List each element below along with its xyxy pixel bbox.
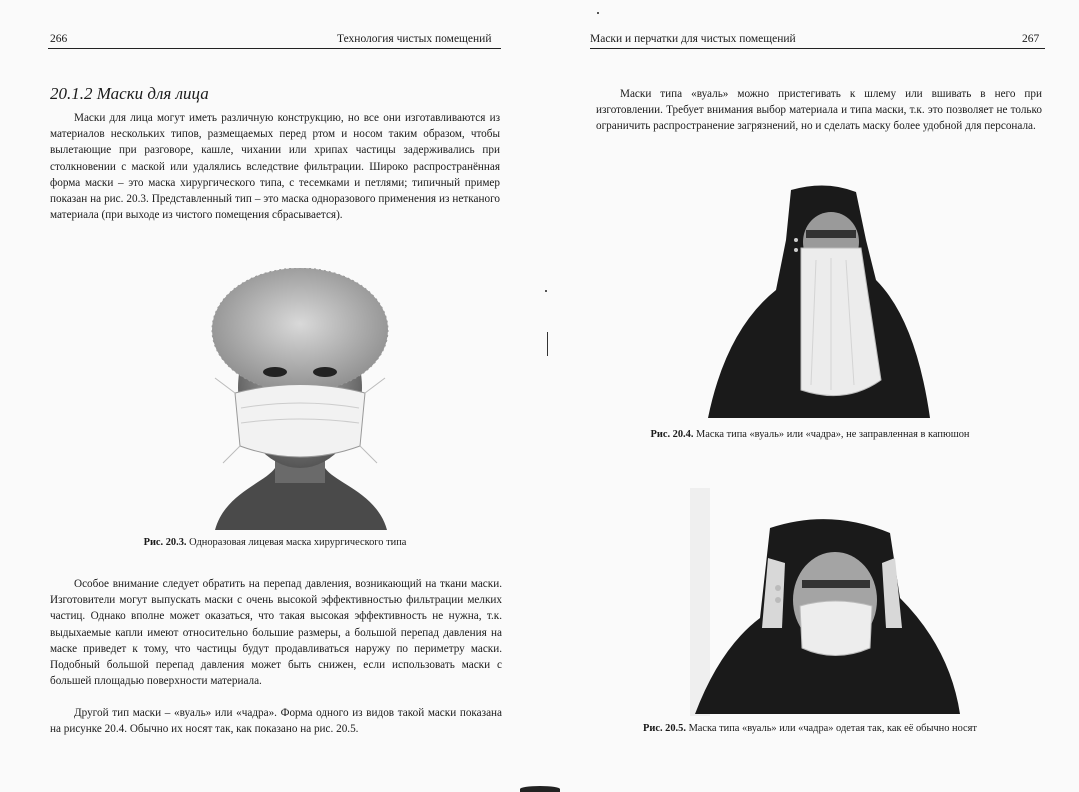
right-page: [540, 0, 1079, 792]
header-rule: [48, 48, 501, 49]
scan-mark: [520, 786, 560, 792]
figure-caption-label: Рис. 20.5.: [643, 723, 686, 734]
figure-caption-label: Рис. 20.3.: [143, 537, 187, 548]
figure-caption-label: Рис. 20.4.: [650, 429, 694, 440]
running-title: Технология чистых помещений: [337, 33, 492, 45]
figure-caption: [560, 429, 1060, 440]
page-number: 266: [50, 33, 68, 45]
section-heading: 20.1.2 Маски для лица: [50, 84, 209, 103]
figure-caption-text: Маска типа «вуаль» или «чадра» одетая так, как её обычно носят: [688, 723, 977, 734]
running-title: Маски и перчатки для чистых помещений: [590, 33, 796, 45]
header-rule: [590, 48, 1045, 49]
page-number: 267: [1022, 33, 1040, 45]
paragraph: Другой тип маски – «вуаль» или «чадра». Форма одного из видов такой маски показана на рисунке 20.4. Обычно их носят так, как показано на рис. 20.5.: [50, 707, 502, 736]
figure-photo-surgical-mask: [195, 268, 405, 530]
figure-photo-veil-mask-untucked: [706, 180, 932, 420]
figure-caption-text: Маска типа «вуаль» или «чадра», не заправленная в капюшон: [696, 429, 970, 440]
figure-photo-veil-mask-worn: [690, 488, 965, 716]
paragraph: Маски для лица могут иметь различную конструкцию, но все они изготавливаются из материалов нескольких типов, размещаемых перед ртом и носом таким образом, чтобы вылетающие при разговоре, кашле, чихании или хрипах частицы задерживались при столкновении с маской или удалялись вследствие фильтрации. Широко распространённая форма маски – это маска хирургического типа, с тесемками и петлями; типичный пример показан на рис. 20.3. Представленный тип – это маска одноразового применения из нетканого материала (при выходе из чистого помещения сбрасывается).: [50, 112, 500, 222]
scan-speck: [597, 12, 599, 14]
figure-caption-text: Одноразовая лицевая маска хирургического типа: [189, 537, 407, 548]
figure-caption: [560, 723, 1060, 734]
paragraph: Особое внимание следует обратить на перепад давления, возникающий на ткани маски. Изготовители могут выпускать маски с очень высокой эффективностью фильтрации мелких частиц. Однако вполне может оказаться, что такая высокая эффективность не нужна, т.к. выдыхаемые капли имеют относительно большие размеры, а большой перепад давления на маске приведет к тому, что частицы будут продавливаться наружу по периметру маски. Подобный большой перепад давления может быть снижен, если использовать маски с большей площадью поверхности материала.: [50, 578, 502, 688]
scan-mark: [547, 332, 548, 356]
scan-speck: [545, 290, 547, 292]
figure-caption: [50, 537, 500, 548]
paragraph: Маски типа «вуаль» можно пристегивать к шлему или вшивать в него при изготовлении. Требует внимания выбор материала и типа маски, т.к. это позволяет не только ограничить распространение загрязнений, но и сделать маску более удобной для персонала.: [596, 88, 1042, 133]
